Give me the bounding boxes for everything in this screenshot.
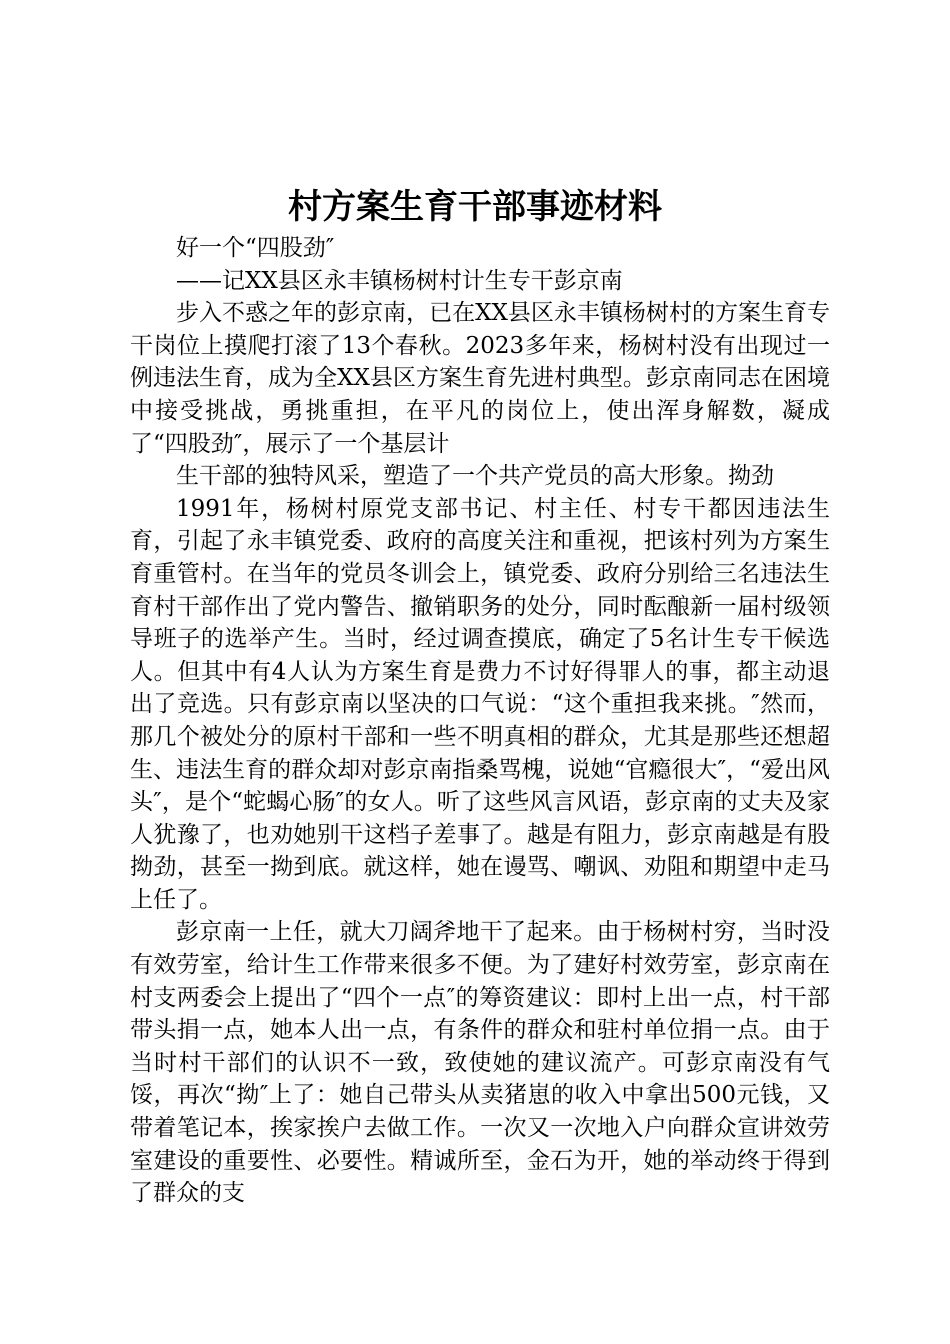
- paragraph-subheading: ——记XX县区永丰镇杨树村计生专干彭京南: [176, 267, 623, 294]
- paragraph: 彭京南一上任，就大刀阔斧地干了起来。由于杨树村穷，当时没有效劳室，给计生工作带来很多不便。为了建好村效劳室，彭京南在村支两委会上提出了“四个一点″的筹资建议：即村上出一点，村干部带头捐一点，她本人出一点，有条件的群众和驻村单位捐一点。由于当时村干部们的认识不一致，致使她的建议流产。可彭京南没有气馁，再次“拗″上了：她自己带头从卖猪崽的收入中拿出500元钱，又带着笔记本，挨家挨户去做工作。一次又一次地入户向群众宣讲效劳室建设的重要性、必要性。精诚所至，金石为开，她的举动终于得到了群众的支: [130, 919, 830, 1207]
- paragraph: 1991年，杨树村原党支部书记、村主任、村专干都因违法生育，引起了永丰镇党委、政府的高度关注和重视，把该村列为方案生育重管村。在当年的党员冬训会上，镇党委、政府分别给三名违法生育村干部作出了党内警告、撤销职务的处分，同时酝酿新一届村级领导班子的选举产生。当时，经过调查摸底，确定了5名计生专干候选人。但其中有4人认为方案生育是费力不讨好得罪人的事，都主动退出了竞选。只有彭京南以坚决的口气说：“这个重担我来挑。″然而，那几个被处分的原村干部和一些不明真相的群众，尤其是那些还想超生、违法生育的群众却对彭京南指桑骂槐，说她“官瘾很大″，“爱出风头″，是个“蛇蝎心肠″的女人。听了这些风言风语，彭京南的丈夫及家人犹豫了，也劝她别干这档子差事了。越是有阻力，彭京南越是有股拗劲，甚至一拗到底。就这样，她在谩骂、嘲讽、劝阻和期望中走马上任了。: [130, 495, 830, 913]
- document-title: 村方案生育干部事迹材料: [288, 187, 662, 227]
- paragraph: 步入不惑之年的彭京南，已在XX县区永丰镇杨树村的方案生育专干岗位上摸爬打滚了13个春秋。2023多年来，杨树村没有出现过一例违法生育，成为全XX县区方案生育先进村典型。彭京南同志在困境中接受挑战，勇挑重担，在平凡的岗位上，使出浑身解数，凝成了“四股劲″，展示了一个基层计: [130, 300, 830, 457]
- paragraph: 生干部的独特风采，塑造了一个共产党员的高大形象。拗劲: [176, 463, 774, 490]
- document-body: [130, 232, 830, 1210]
- paragraph-heading: 好一个“四股劲″: [176, 235, 335, 261]
